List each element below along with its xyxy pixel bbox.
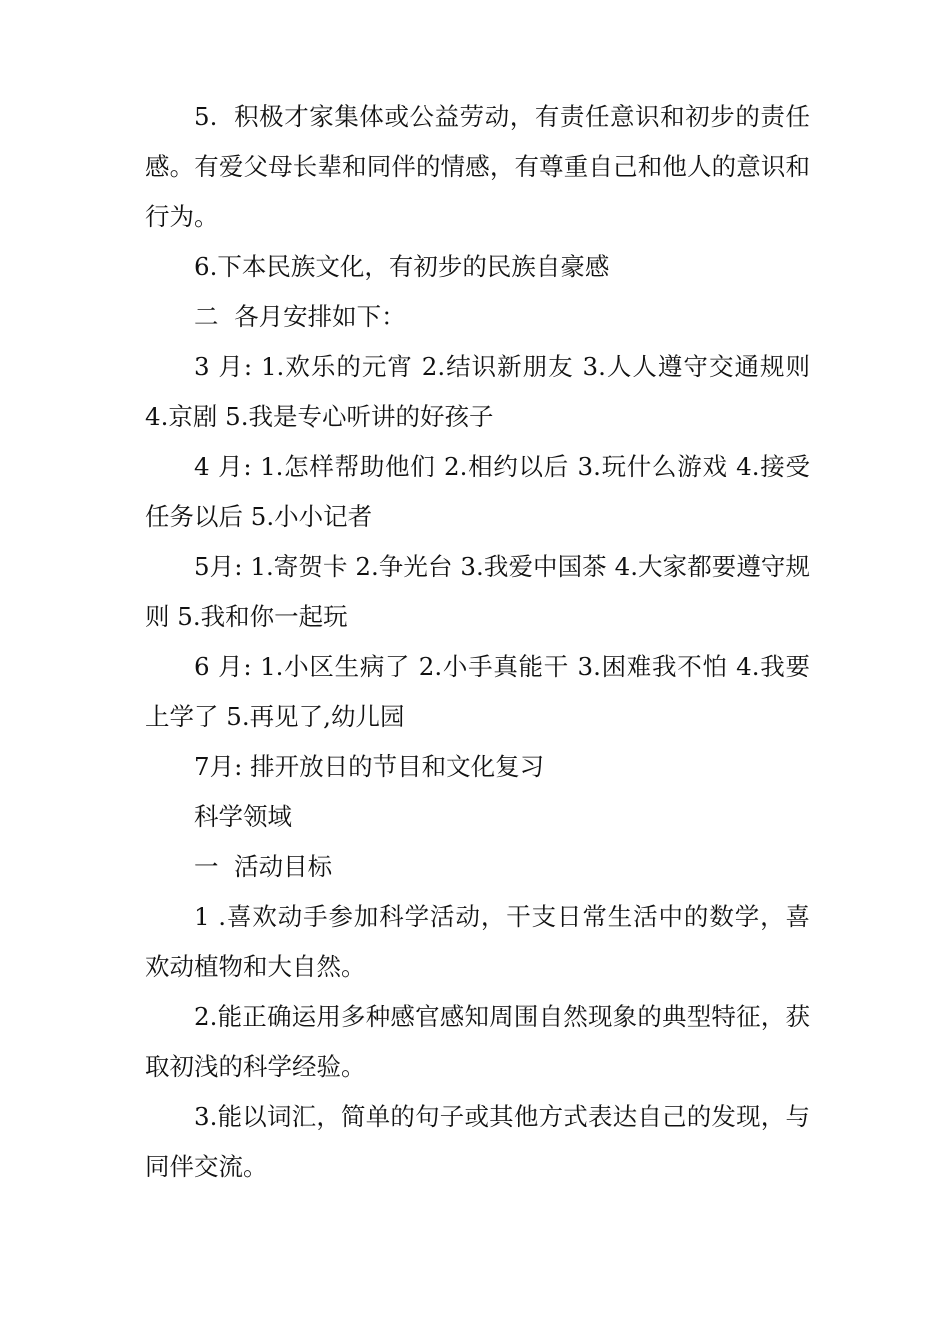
paragraph-science-goal-2: 2.能正确运用多种感官感知周围自然现象的典型特征，获取初浅的科学经验。 bbox=[145, 1002, 810, 1081]
paragraph-may: 5月: 1.寄贺卡 2.争光台 3.我爱中国茶 4.大家都要遵守规则 5.我和你一起玩 bbox=[145, 552, 810, 631]
paragraph-march: 3 月: 1.欢乐的元宵 2.结识新朋友 3.人人遵守交通规则 4.京剧 5.我是专心听讲的好孩子 bbox=[145, 352, 818, 431]
paragraph-april: 4 月: 1.怎样帮助他们 2.相约以后 3.玩什么游戏 4.接受任务以后 5.小小记者 bbox=[145, 452, 810, 531]
paragraph-science-goal-1: 1 .喜欢动手参加科学活动，干支日常生活中的数学，喜欢动植物和大自然。 bbox=[145, 902, 810, 981]
paragraph-science-goal-3: 3.能以词汇，简单的句子或其他方式表达自己的发现，与同伴交流。 bbox=[145, 1102, 810, 1181]
paragraph-goal-5: 5. 积极才家集体或公益劳动，有责任意识和初步的责任感。有爱父母长辈和同伴的情感，有尊重自己和他人的意识和行为。 bbox=[145, 102, 810, 231]
section-heading-science: 科学领域 bbox=[194, 802, 292, 831]
section-heading-monthly-plan: 二 各月安排如下： bbox=[194, 302, 406, 331]
section-heading-activity-goals: 一 活动目标 bbox=[194, 852, 333, 881]
document-body bbox=[145, 92, 818, 1192]
paragraph-goal-6: 6.下本民族文化，有初步的民族自豪感 bbox=[194, 252, 610, 281]
paragraph-june: 6 月: 1.小区生病了 2.小手真能干 3.困难我不怕 4.我要上学了 5.再见了,幼儿园 bbox=[145, 652, 810, 731]
paragraph-july: 7月: 排开放日的节目和文化复习 bbox=[194, 752, 545, 781]
